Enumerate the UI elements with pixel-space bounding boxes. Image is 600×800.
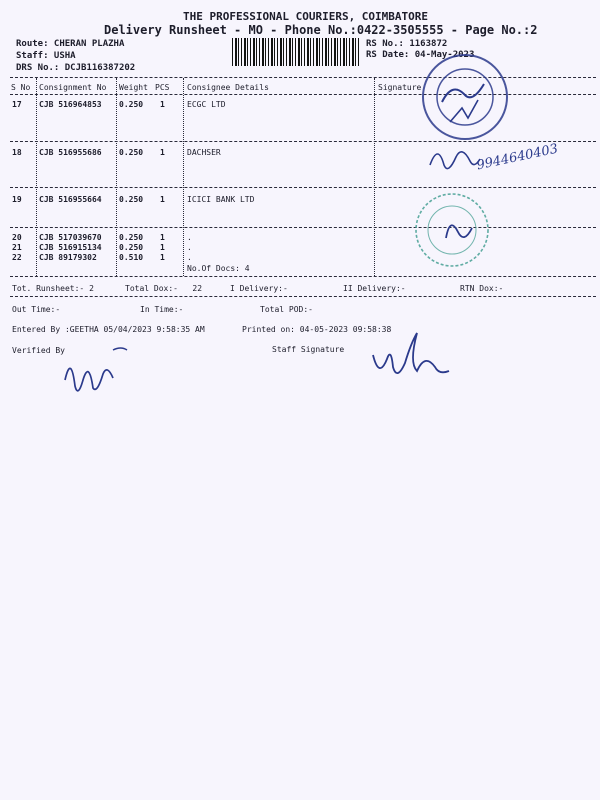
cell-consignment: CJB 516955664: [39, 195, 102, 204]
tot-runsheet: Tot. Runsheet:- 2: [12, 284, 94, 293]
cell-consignment: CJB 516955686: [39, 148, 102, 157]
col-header-pcs: PCS: [155, 83, 170, 92]
cell-weight: 0.510: [119, 253, 144, 262]
cell-pcs: 1: [160, 243, 165, 252]
table-row: [0, 195, 600, 207]
table-row: [0, 253, 600, 265]
staff-signature-label: Staff Signature: [272, 345, 345, 354]
cell-consignment: CJB 516964853: [39, 100, 102, 109]
totals-rule: [10, 296, 596, 297]
row-divider: [10, 227, 596, 228]
cell-consignment: CJB 89179302: [39, 253, 97, 262]
cell-consignment: CJB 516915134: [39, 243, 102, 252]
cell-consignee: .: [187, 243, 192, 252]
cell-weight: 0.250: [119, 148, 144, 157]
cell-weight: 0.250: [119, 233, 144, 242]
route-label: Route: CHERAN PLAZHA: [16, 39, 125, 49]
runsheet-title: Delivery Runsheet - MO - Phone No.:0422-3505555 - Page No.:2: [104, 23, 538, 37]
phone-handwriting: 9944640403: [475, 141, 560, 174]
cell-consignment: CJB 517039670: [39, 233, 102, 242]
cell-consignee: ECGC LTD: [187, 100, 226, 109]
cell-pcs: 1: [160, 253, 165, 262]
cell-pcs: 1: [160, 100, 165, 109]
col-header-consignee: Consignee Details: [187, 83, 269, 92]
cell-pcs: 1: [160, 195, 165, 204]
ii-delivery: II Delivery:-: [343, 284, 406, 293]
rs-date: RS Date: 04-May-2023: [366, 50, 475, 60]
cell-sno: 19: [12, 195, 22, 204]
staff-signature-icon: [365, 325, 475, 385]
table-bottom-rule: [10, 276, 596, 277]
table-row: [0, 100, 600, 112]
entered-by: Entered By :GEETHA 05/04/2023 9:58:35 AM: [12, 325, 205, 334]
no-of-docs: No.Of Docs: 4: [187, 264, 250, 273]
cell-pcs: 1: [160, 233, 165, 242]
company-name: THE PROFESSIONAL COURIERS, COIMBATORE: [183, 10, 429, 23]
printed-on: Printed on: 04-05-2023 09:58:38: [242, 325, 392, 334]
out-time: Out Time:-: [12, 305, 61, 314]
verifier-signature-icon: [55, 340, 135, 400]
cell-sno: 20: [12, 233, 22, 242]
cell-consignee: ICICI BANK LTD: [187, 195, 255, 204]
rs-number: RS No.: 1163872: [366, 39, 448, 49]
in-time: In Time:-: [140, 305, 184, 314]
cell-sno: 21: [12, 243, 22, 252]
row-divider: [10, 187, 596, 188]
i-delivery: I Delivery:-: [230, 284, 288, 293]
col-header-sno: S No: [11, 83, 31, 92]
rtn-dox: RTN Dox:-: [460, 284, 504, 293]
cell-weight: 0.250: [119, 195, 144, 204]
col-header-weight: Weight: [119, 83, 148, 92]
bank-stamp-icon: [412, 190, 492, 270]
cell-consignee: DACHSER: [187, 148, 221, 157]
total-pod: Total POD:-: [260, 305, 313, 314]
drs-number: DRS No.: DCJB116387202: [16, 63, 136, 73]
cell-pcs: 1: [160, 148, 165, 157]
staff-label: Staff: USHA: [16, 51, 76, 61]
col-header-consignment: Consignment No: [39, 83, 107, 92]
barcode: [232, 38, 360, 66]
cell-sno: 22: [12, 253, 22, 262]
cell-sno: 17: [12, 100, 22, 109]
total-dox: Total Dox:- 22: [125, 284, 203, 293]
cell-weight: 0.250: [119, 243, 144, 252]
cell-consignee: .: [187, 253, 192, 262]
verified-by-label: Verified By: [12, 346, 65, 355]
cell-consignee: .: [187, 233, 192, 242]
company-stamp-icon: [420, 52, 510, 142]
col-header-signature: Signature: [378, 83, 422, 92]
cell-weight: 0.250: [119, 100, 144, 109]
cell-sno: 18: [12, 148, 22, 157]
